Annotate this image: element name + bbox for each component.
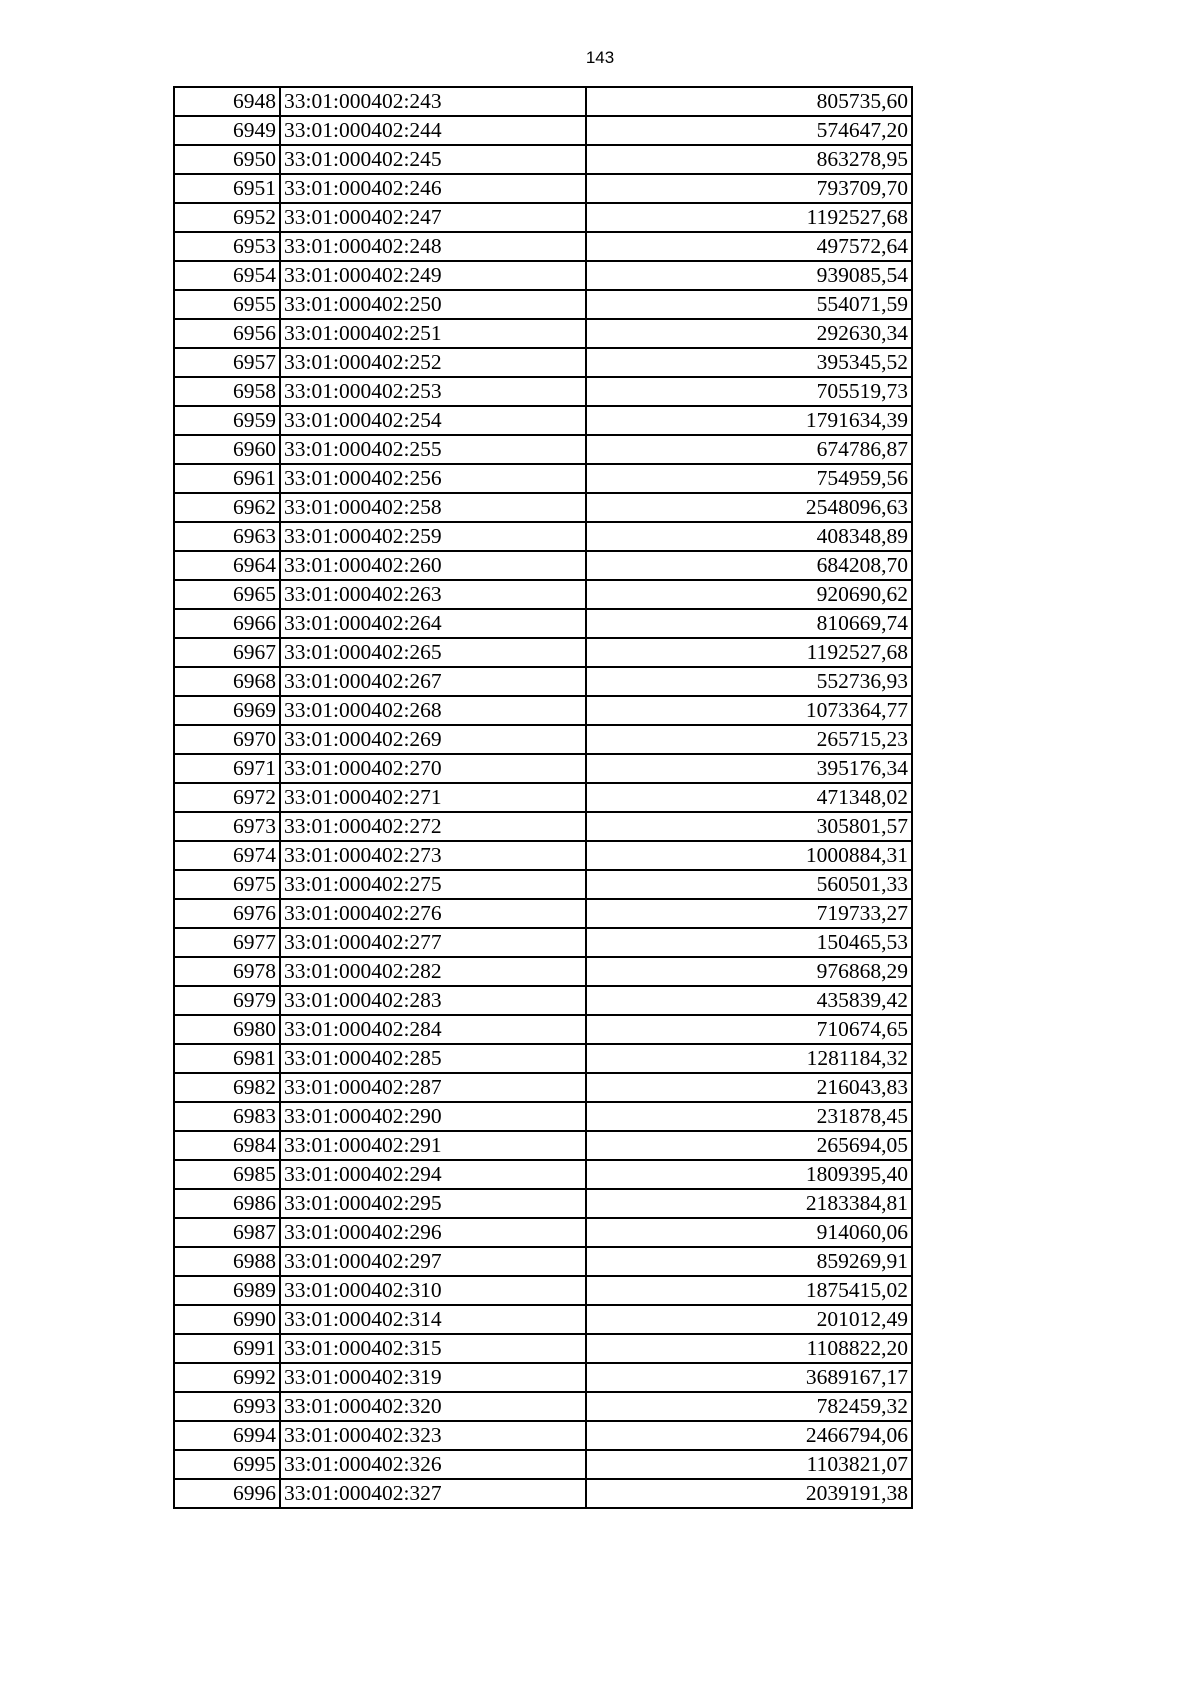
table-row [174, 232, 912, 261]
cadastral-number-cell: 33:01:000402:326 [280, 1450, 586, 1479]
table-row [174, 580, 912, 609]
row-number-cell: 6951 [174, 174, 280, 203]
cadastral-value-cell: 3689167,17 [586, 1363, 912, 1392]
cadastral-number-cell: 33:01:000402:264 [280, 609, 586, 638]
row-number-cell: 6966 [174, 609, 280, 638]
cadastral-number-cell: 33:01:000402:260 [280, 551, 586, 580]
cadastral-value-cell: 265694,05 [586, 1131, 912, 1160]
table-row [174, 522, 912, 551]
cadastral-value-cell: 471348,02 [586, 783, 912, 812]
table-row [174, 725, 912, 754]
row-number-cell: 6950 [174, 145, 280, 174]
page-number: 143 [585, 48, 615, 67]
cadastral-number-cell: 33:01:000402:291 [280, 1131, 586, 1160]
cadastral-value-cell: 859269,91 [586, 1247, 912, 1276]
cadastral-value-cell: 554071,59 [586, 290, 912, 319]
cadastral-value-cell: 1875415,02 [586, 1276, 912, 1305]
cadastral-number-cell: 33:01:000402:273 [280, 841, 586, 870]
cadastral-value-cell: 231878,45 [586, 1102, 912, 1131]
cadastral-value-cell: 976868,29 [586, 957, 912, 986]
row-number-cell: 6953 [174, 232, 280, 261]
cadastral-number-cell: 33:01:000402:269 [280, 725, 586, 754]
table-row [174, 290, 912, 319]
table-row [174, 1363, 912, 1392]
table-row [174, 957, 912, 986]
row-number-cell: 6967 [174, 638, 280, 667]
cadastral-value-cell: 1103821,07 [586, 1450, 912, 1479]
cadastral-number-cell: 33:01:000402:248 [280, 232, 586, 261]
cadastral-value-cell: 265715,23 [586, 725, 912, 754]
table-row [174, 87, 912, 116]
row-number-cell: 6962 [174, 493, 280, 522]
table-row [174, 406, 912, 435]
cadastral-value-cell: 1192527,68 [586, 203, 912, 232]
cadastral-value-cell: 292630,34 [586, 319, 912, 348]
table-row [174, 1073, 912, 1102]
cadastral-number-cell: 33:01:000402:314 [280, 1305, 586, 1334]
row-number-cell: 6976 [174, 899, 280, 928]
cadastral-value-cell: 1192527,68 [586, 638, 912, 667]
cadastral-value-cell: 710674,65 [586, 1015, 912, 1044]
row-number-cell: 6994 [174, 1421, 280, 1450]
row-number-cell: 6995 [174, 1450, 280, 1479]
cadastral-number-cell: 33:01:000402:259 [280, 522, 586, 551]
row-number-cell: 6982 [174, 1073, 280, 1102]
table-row [174, 1218, 912, 1247]
cadastral-number-cell: 33:01:000402:290 [280, 1102, 586, 1131]
row-number-cell: 6986 [174, 1189, 280, 1218]
row-number-cell: 6993 [174, 1392, 280, 1421]
table-row [174, 1044, 912, 1073]
table-row [174, 319, 912, 348]
cadastral-number-cell: 33:01:000402:270 [280, 754, 586, 783]
cadastral-value-cell: 305801,57 [586, 812, 912, 841]
cadastral-value-cell: 435839,42 [586, 986, 912, 1015]
table-row [174, 261, 912, 290]
cadastral-number-cell: 33:01:000402:256 [280, 464, 586, 493]
row-number-cell: 6948 [174, 87, 280, 116]
cadastral-value-cell: 939085,54 [586, 261, 912, 290]
cadastral-number-cell: 33:01:000402:323 [280, 1421, 586, 1450]
cadastral-number-cell: 33:01:000402:282 [280, 957, 586, 986]
cadastral-number-cell: 33:01:000402:245 [280, 145, 586, 174]
cadastral-value-cell: 793709,70 [586, 174, 912, 203]
row-number-cell: 6992 [174, 1363, 280, 1392]
cadastral-value-cell: 574647,20 [586, 116, 912, 145]
cadastral-number-cell: 33:01:000402:247 [280, 203, 586, 232]
cadastral-value-cell: 1073364,77 [586, 696, 912, 725]
row-number-cell: 6965 [174, 580, 280, 609]
row-number-cell: 6954 [174, 261, 280, 290]
table-row [174, 493, 912, 522]
cadastral-value-cell: 705519,73 [586, 377, 912, 406]
cadastral-number-cell: 33:01:000402:243 [280, 87, 586, 116]
cadastral-number-cell: 33:01:000402:258 [280, 493, 586, 522]
table-row [174, 609, 912, 638]
row-number-cell: 6977 [174, 928, 280, 957]
row-number-cell: 6972 [174, 783, 280, 812]
table-row [174, 1160, 912, 1189]
table-row [174, 203, 912, 232]
table-row [174, 145, 912, 174]
cadastral-value-cell: 863278,95 [586, 145, 912, 174]
table-row [174, 1102, 912, 1131]
row-number-cell: 6955 [174, 290, 280, 319]
cadastral-value-cell: 201012,49 [586, 1305, 912, 1334]
cadastral-number-cell: 33:01:000402:252 [280, 348, 586, 377]
cadastral-value-cell: 1791634,39 [586, 406, 912, 435]
cadastral-value-cell: 216043,83 [586, 1073, 912, 1102]
row-number-cell: 6957 [174, 348, 280, 377]
cadastral-number-cell: 33:01:000402:246 [280, 174, 586, 203]
table-row [174, 435, 912, 464]
table-row [174, 638, 912, 667]
table-row [174, 1479, 912, 1508]
cadastral-number-cell: 33:01:000402:319 [280, 1363, 586, 1392]
table-row [174, 1305, 912, 1334]
cadastral-value-cell: 497572,64 [586, 232, 912, 261]
cadastral-number-cell: 33:01:000402:320 [280, 1392, 586, 1421]
table-row [174, 1276, 912, 1305]
cadastral-value-cell: 552736,93 [586, 667, 912, 696]
cadastral-number-cell: 33:01:000402:255 [280, 435, 586, 464]
cadastral-value-cell: 782459,32 [586, 1392, 912, 1421]
row-number-cell: 6949 [174, 116, 280, 145]
cadastral-number-cell: 33:01:000402:283 [280, 986, 586, 1015]
cadastral-number-cell: 33:01:000402:272 [280, 812, 586, 841]
cadastral-number-cell: 33:01:000402:263 [280, 580, 586, 609]
table-row [174, 1015, 912, 1044]
table-row [174, 696, 912, 725]
cadastral-value-cell: 805735,60 [586, 87, 912, 116]
table-row [174, 667, 912, 696]
row-number-cell: 6973 [174, 812, 280, 841]
cadastral-value-cell: 395345,52 [586, 348, 912, 377]
cadastral-number-cell: 33:01:000402:275 [280, 870, 586, 899]
row-number-cell: 6987 [174, 1218, 280, 1247]
cadastral-number-cell: 33:01:000402:268 [280, 696, 586, 725]
table-row [174, 812, 912, 841]
cadastral-value-cell: 560501,33 [586, 870, 912, 899]
row-number-cell: 6958 [174, 377, 280, 406]
table-row [174, 1450, 912, 1479]
cadastral-number-cell: 33:01:000402:251 [280, 319, 586, 348]
cadastral-value-cell: 2039191,38 [586, 1479, 912, 1508]
table-row [174, 464, 912, 493]
row-number-cell: 6963 [174, 522, 280, 551]
cadastral-number-cell: 33:01:000402:244 [280, 116, 586, 145]
table-row [174, 754, 912, 783]
cadastral-value-cell: 2183384,81 [586, 1189, 912, 1218]
row-number-cell: 6975 [174, 870, 280, 899]
row-number-cell: 6981 [174, 1044, 280, 1073]
cadastral-number-cell: 33:01:000402:253 [280, 377, 586, 406]
cadastral-number-cell: 33:01:000402:310 [280, 1276, 586, 1305]
cadastral-number-cell: 33:01:000402:315 [280, 1334, 586, 1363]
table-row [174, 1131, 912, 1160]
row-number-cell: 6964 [174, 551, 280, 580]
row-number-cell: 6956 [174, 319, 280, 348]
cadastral-value-table [173, 86, 913, 1509]
cadastral-value-cell: 395176,34 [586, 754, 912, 783]
cadastral-number-cell: 33:01:000402:249 [280, 261, 586, 290]
table-row [174, 1392, 912, 1421]
cadastral-number-cell: 33:01:000402:265 [280, 638, 586, 667]
row-number-cell: 6990 [174, 1305, 280, 1334]
table-row [174, 551, 912, 580]
row-number-cell: 6989 [174, 1276, 280, 1305]
table-row [174, 783, 912, 812]
table-row [174, 870, 912, 899]
cadastral-value-cell: 1809395,40 [586, 1160, 912, 1189]
cadastral-value-cell: 2548096,63 [586, 493, 912, 522]
cadastral-value-cell: 2466794,06 [586, 1421, 912, 1450]
table-row [174, 116, 912, 145]
cadastral-value-cell: 914060,06 [586, 1218, 912, 1247]
cadastral-value-cell: 1108822,20 [586, 1334, 912, 1363]
cadastral-number-cell: 33:01:000402:297 [280, 1247, 586, 1276]
table-row [174, 1334, 912, 1363]
cadastral-number-cell: 33:01:000402:267 [280, 667, 586, 696]
cadastral-value-cell: 684208,70 [586, 551, 912, 580]
table-body [174, 87, 912, 1508]
row-number-cell: 6978 [174, 957, 280, 986]
cadastral-value-cell: 920690,62 [586, 580, 912, 609]
row-number-cell: 6952 [174, 203, 280, 232]
cadastral-number-cell: 33:01:000402:277 [280, 928, 586, 957]
cadastral-value-cell: 719733,27 [586, 899, 912, 928]
row-number-cell: 6969 [174, 696, 280, 725]
row-number-cell: 6968 [174, 667, 280, 696]
table-row [174, 1247, 912, 1276]
cadastral-number-cell: 33:01:000402:284 [280, 1015, 586, 1044]
row-number-cell: 6970 [174, 725, 280, 754]
row-number-cell: 6985 [174, 1160, 280, 1189]
cadastral-number-cell: 33:01:000402:276 [280, 899, 586, 928]
row-number-cell: 6983 [174, 1102, 280, 1131]
cadastral-number-cell: 33:01:000402:327 [280, 1479, 586, 1508]
table-row [174, 1189, 912, 1218]
row-number-cell: 6959 [174, 406, 280, 435]
row-number-cell: 6960 [174, 435, 280, 464]
cadastral-value-cell: 408348,89 [586, 522, 912, 551]
cadastral-number-cell: 33:01:000402:254 [280, 406, 586, 435]
cadastral-number-cell: 33:01:000402:295 [280, 1189, 586, 1218]
row-number-cell: 6984 [174, 1131, 280, 1160]
cadastral-number-cell: 33:01:000402:294 [280, 1160, 586, 1189]
row-number-cell: 6961 [174, 464, 280, 493]
table-row [174, 986, 912, 1015]
cadastral-value-cell: 810669,74 [586, 609, 912, 638]
table-row [174, 1421, 912, 1450]
cadastral-value-cell: 1000884,31 [586, 841, 912, 870]
cadastral-number-cell: 33:01:000402:271 [280, 783, 586, 812]
table-row [174, 841, 912, 870]
row-number-cell: 6996 [174, 1479, 280, 1508]
cadastral-value-cell: 754959,56 [586, 464, 912, 493]
row-number-cell: 6979 [174, 986, 280, 1015]
row-number-cell: 6971 [174, 754, 280, 783]
cadastral-number-cell: 33:01:000402:250 [280, 290, 586, 319]
cadastral-number-cell: 33:01:000402:296 [280, 1218, 586, 1247]
table-row [174, 377, 912, 406]
row-number-cell: 6991 [174, 1334, 280, 1363]
table-row [174, 928, 912, 957]
row-number-cell: 6988 [174, 1247, 280, 1276]
cadastral-value-cell: 674786,87 [586, 435, 912, 464]
cadastral-value-cell: 150465,53 [586, 928, 912, 957]
row-number-cell: 6980 [174, 1015, 280, 1044]
row-number-cell: 6974 [174, 841, 280, 870]
table-row [174, 174, 912, 203]
table-row [174, 348, 912, 377]
table-row [174, 899, 912, 928]
cadastral-value-cell: 1281184,32 [586, 1044, 912, 1073]
cadastral-number-cell: 33:01:000402:285 [280, 1044, 586, 1073]
cadastral-number-cell: 33:01:000402:287 [280, 1073, 586, 1102]
